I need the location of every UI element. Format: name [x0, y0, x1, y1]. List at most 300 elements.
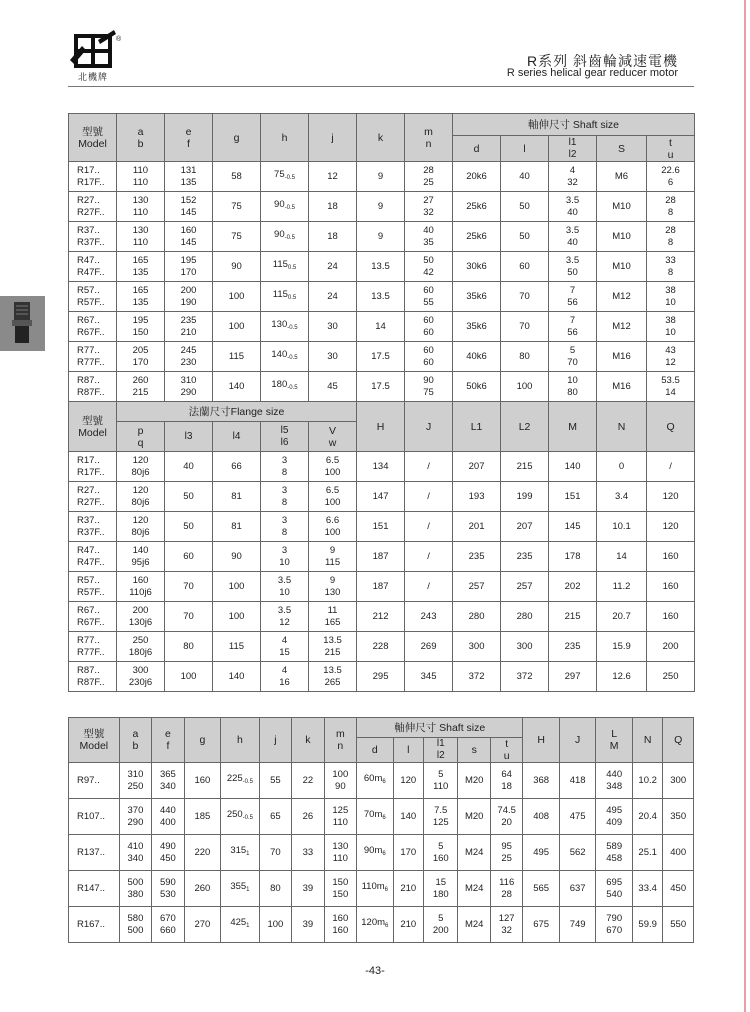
ab-cell-line-1: 410: [127, 840, 144, 852]
model-cell: [69, 572, 117, 602]
l12-cell-line-2: 110: [433, 780, 449, 792]
col-tu-line-2: u: [503, 750, 510, 762]
model-cell-line-2: R37F..: [77, 526, 105, 538]
model-cell-line-2: R17F..: [77, 176, 105, 188]
h-cell-line-1: 315: [230, 845, 247, 856]
l12-cell-line-2: 50: [567, 266, 578, 278]
col-model-line-1: 型號: [82, 414, 103, 427]
H-cell: 675: [523, 907, 560, 943]
ab-cell-line-2: 150: [132, 326, 149, 338]
col-Vw-line-1: V: [329, 424, 337, 437]
col-l56-line-1: l5: [280, 424, 289, 436]
col-l56: [261, 422, 309, 452]
d-cell-tolerance: 6: [382, 851, 386, 857]
l56-cell-line-1: 4: [281, 634, 288, 646]
table-row: [69, 542, 695, 572]
Q-cell: 120: [647, 512, 695, 542]
tu-cell-line-1: 95: [501, 840, 512, 852]
h-cell-tolerance: -0.5: [287, 325, 298, 331]
ab-cell-line-1: 500: [127, 876, 144, 888]
tu-cell-line-2: 25: [501, 852, 512, 864]
table-row: [69, 252, 695, 282]
vw-cell-line-2: 115: [324, 556, 341, 568]
l3-cell: 50: [165, 482, 213, 512]
l56-cell-line-2: 16: [279, 676, 290, 688]
l56-cell-line-2: 10: [279, 556, 290, 568]
ab-cell-line-1: 195: [132, 314, 149, 326]
mn-cell-line-2: 55: [423, 296, 434, 308]
ab-cell: [117, 372, 165, 402]
col-ab-line-1: a: [132, 728, 139, 740]
h-cell: [261, 282, 309, 312]
col-pq-line-1: p: [137, 424, 144, 437]
N-cell: 25.1: [632, 835, 662, 871]
tu-cell: [647, 222, 695, 252]
s-cell: M16: [597, 372, 647, 402]
J-cell: /: [405, 452, 453, 482]
ef-cell: [165, 342, 213, 372]
h-cell-tolerance: 0.5: [287, 265, 297, 271]
model-cell-line-2: R77F..: [77, 646, 105, 658]
col-ef-line-2: f: [187, 137, 190, 150]
N-cell: 15.9: [597, 632, 647, 662]
col-g: g: [184, 718, 221, 763]
J-cell: 269: [405, 632, 453, 662]
large-model-table: [68, 717, 694, 943]
H-cell: 295: [357, 662, 405, 692]
h-cell-tolerance: -0.5: [287, 385, 298, 391]
ab-cell-line-1: 260: [132, 374, 149, 386]
ab-cell: [119, 763, 151, 799]
vw-cell: [309, 662, 357, 692]
h-cell: [261, 342, 309, 372]
mn-cell-line-2: 150: [332, 888, 349, 900]
l4-cell: 90: [213, 542, 261, 572]
vw-cell-line-1: 6.5: [325, 484, 340, 496]
model-cell-line-1: R27..: [77, 484, 100, 496]
L1-cell: 193: [453, 482, 501, 512]
model-cell-line-1: R67..: [77, 314, 100, 326]
col-L2: L2: [501, 402, 549, 452]
model-cell-line-1: R77..: [77, 634, 100, 646]
mn-cell-line-2: 35: [423, 236, 434, 248]
h-cell: [221, 871, 260, 907]
d-cell: 25k6: [453, 222, 501, 252]
pq-cell-line-1: 120: [132, 514, 149, 526]
LM-cell-line-1: 589: [606, 840, 623, 852]
s-cell: M24: [458, 871, 490, 907]
ab-cell-line-1: 370: [127, 804, 144, 816]
model-cell-line-2: R77F..: [77, 356, 105, 368]
s-cell: M24: [458, 907, 490, 943]
col-j: j: [259, 718, 291, 763]
model-cell-line-1: R57..: [77, 574, 100, 586]
d-cell: 25k6: [453, 192, 501, 222]
registered-mark: ®: [116, 36, 123, 43]
l12-cell: [424, 835, 458, 871]
table-row: [69, 342, 695, 372]
ab-cell-line-2: 170: [132, 356, 149, 368]
LM-cell: [596, 907, 633, 943]
tu-cell: [490, 907, 522, 943]
N-cell: 59.9: [632, 907, 662, 943]
M-cell: 215: [549, 602, 597, 632]
l12-cell: [549, 342, 597, 372]
ab-cell-line-1: 165: [132, 254, 149, 266]
LM-cell-line-1: 440: [606, 768, 623, 780]
tu-cell: [647, 282, 695, 312]
Q-cell: 120: [647, 482, 695, 512]
col-M: M: [549, 402, 597, 452]
d-cell: [357, 871, 394, 907]
d-cell: 50k6: [453, 372, 501, 402]
model-cell-line-1: R47..: [77, 544, 100, 556]
tu-cell-line-1: 38: [665, 314, 676, 326]
pq-cell: [117, 632, 165, 662]
l56-cell-line-2: 15: [279, 646, 290, 658]
table-row: [69, 662, 695, 692]
ab-cell: [119, 871, 151, 907]
model-cell-line-1: R27..: [77, 194, 100, 206]
table-row: [69, 835, 694, 871]
Q-cell: 160: [647, 602, 695, 632]
col-l12-line-2: l2: [436, 750, 445, 761]
tu-cell-line-2: 6: [667, 176, 674, 188]
H-cell: 187: [357, 572, 405, 602]
vw-cell-line-1: 9: [329, 544, 336, 556]
d-cell-tolerance: 6: [382, 815, 386, 821]
pq-cell: [117, 602, 165, 632]
d-cell-line-1: 70m: [363, 809, 383, 820]
l12-cell-line-1: 15: [435, 876, 447, 888]
l12-cell-line-2: 56: [567, 326, 578, 338]
page-number: -43-: [365, 965, 385, 977]
col-model-line-1: 型號: [82, 125, 103, 138]
ef-cell: [152, 763, 184, 799]
N-cell: 33.4: [632, 871, 662, 907]
h-cell: [261, 372, 309, 402]
l56-cell-line-1: 3: [281, 484, 288, 496]
l12-cell-line-1: 7: [569, 284, 576, 296]
l-cell: 120: [393, 763, 423, 799]
d-cell: [357, 799, 394, 835]
l-cell: 140: [393, 799, 423, 835]
l3-cell: 40: [165, 452, 213, 482]
pq-cell-line-2: 95j6: [131, 556, 150, 568]
table-row: [69, 799, 694, 835]
mn-cell-line-1: 130: [332, 840, 349, 852]
ef-cell-line-2: 170: [180, 266, 197, 278]
l12-cell-line-1: 5: [438, 840, 444, 852]
col-l12: [549, 136, 597, 162]
flange-size-table: [68, 401, 695, 692]
model-cell: [69, 452, 117, 482]
l12-cell-line-2: 56: [567, 296, 578, 308]
h-cell-line-1: 355: [230, 881, 247, 892]
col-LM-line-2: M: [609, 740, 619, 752]
model-cell: R107..: [69, 799, 120, 835]
s-cell: M10: [597, 222, 647, 252]
col-tu: [490, 738, 522, 763]
l12-cell-line-2: 160: [432, 852, 449, 864]
pq-cell: [117, 542, 165, 572]
col-tu-line-2: u: [667, 148, 674, 161]
tu-cell-line-1: 74.5: [497, 804, 516, 816]
h-cell: [261, 192, 309, 222]
LM-cell: [596, 835, 633, 871]
tu-cell-line-2: 8: [667, 266, 674, 278]
j-cell: 65: [259, 799, 291, 835]
col-s: s: [458, 738, 490, 763]
model-cell: R167..: [69, 907, 120, 943]
s-cell: M16: [597, 342, 647, 372]
mn-cell: [405, 162, 453, 192]
col-ab: [119, 718, 151, 763]
ef-cell: [165, 252, 213, 282]
pq-cell-line-2: 130j6: [128, 616, 153, 628]
N-cell: 14: [597, 542, 647, 572]
d-cell: [357, 907, 394, 943]
L2-cell: 215: [501, 452, 549, 482]
tu-cell-line-2: 20: [501, 816, 512, 828]
j-cell: 100: [259, 907, 291, 943]
model-cell-line-1: R47..: [77, 254, 100, 266]
l12-cell-line-2: 70: [567, 356, 578, 368]
ef-cell: [165, 192, 213, 222]
model-cell-line-2: R47F..: [77, 556, 105, 568]
pq-cell-line-1: 300: [132, 664, 149, 676]
h-cell-line-1: 140: [271, 349, 288, 360]
LM-cell-line-1: 790: [606, 912, 623, 924]
l12-cell-line-1: 5: [438, 768, 444, 780]
tu-cell-line-1: 53.5: [661, 374, 680, 386]
M-cell: 145: [549, 512, 597, 542]
model-cell-line-1: R67..: [77, 604, 100, 616]
ef-cell: [165, 312, 213, 342]
col-ab: [117, 114, 165, 162]
h-cell-line-1: 180: [271, 379, 288, 390]
l4-cell: 100: [213, 572, 261, 602]
col-H: H: [357, 402, 405, 452]
d-cell: 40k6: [453, 342, 501, 372]
s-cell: M20: [458, 763, 490, 799]
l12-cell-line-1: 3.5: [565, 224, 580, 236]
col-ab-line-2: b: [137, 137, 144, 150]
mn-cell-line-1: 150: [332, 876, 349, 888]
ef-cell: [165, 372, 213, 402]
j-cell: 30: [309, 312, 357, 342]
h-cell-line-1: 115: [272, 289, 288, 300]
l-cell: 70: [501, 312, 549, 342]
k-cell: 17.5: [357, 372, 405, 402]
ef-cell-line-1: 490: [159, 840, 176, 852]
L1-cell: 235: [453, 542, 501, 572]
l12-cell: [424, 799, 458, 835]
h-cell: [261, 252, 309, 282]
l12-cell: [549, 282, 597, 312]
col-N: N: [597, 402, 647, 452]
mn-cell-line-1: 27: [423, 194, 434, 206]
g-cell: 220: [184, 835, 221, 871]
ab-cell-line-2: 215: [132, 386, 149, 398]
l-cell: 80: [501, 342, 549, 372]
ab-cell-line-2: 135: [132, 296, 149, 308]
l-cell: 70: [501, 282, 549, 312]
mn-cell-line-2: 42: [423, 266, 434, 278]
h-cell-tolerance: -0.5: [284, 235, 295, 241]
model-cell: [69, 482, 117, 512]
col-pq: [117, 422, 165, 452]
ab-cell: [117, 162, 165, 192]
h-cell-line-1: 225: [226, 773, 243, 784]
table-row: [69, 632, 695, 662]
mn-cell: [324, 763, 356, 799]
mn-cell: [405, 252, 453, 282]
col-model: [69, 402, 117, 452]
mn-cell: [405, 282, 453, 312]
l4-cell: 115: [213, 632, 261, 662]
g-cell: 75: [213, 192, 261, 222]
model-cell: [69, 222, 117, 252]
model-cell-line-2: R37F..: [77, 236, 105, 248]
tu-cell-line-2: 14: [665, 386, 676, 398]
pq-cell: [117, 482, 165, 512]
N-cell: 10.2: [632, 763, 662, 799]
l56-cell: [261, 632, 309, 662]
ab-cell-line-2: 110: [132, 176, 149, 188]
J-cell: 562: [559, 835, 596, 871]
l12-cell: [549, 222, 597, 252]
d-cell-line-1: 120m: [361, 917, 386, 928]
g-cell: 90: [213, 252, 261, 282]
motor-thumbnail-icon: [8, 300, 36, 345]
L2-cell: 235: [501, 542, 549, 572]
l12-cell-line-1: 5: [569, 344, 576, 356]
col-mn: [405, 114, 453, 162]
ef-cell-line-2: 145: [180, 206, 197, 218]
col-L1: L1: [453, 402, 501, 452]
vw-cell-line-1: 6.5: [325, 454, 340, 466]
tu-cell-line-1: 43: [665, 344, 676, 356]
ef-cell: [165, 282, 213, 312]
l12-cell-line-2: 200: [432, 924, 449, 936]
col-Q: Q: [647, 402, 695, 452]
col-mn-line-1: m: [424, 125, 433, 138]
g-cell: 100: [213, 282, 261, 312]
col-LM-line-1: L: [611, 728, 618, 740]
vw-cell-line-1: 13.5: [323, 634, 342, 646]
ab-cell: [117, 312, 165, 342]
ab-cell-line-1: 165: [132, 284, 149, 296]
mn-cell: [324, 835, 356, 871]
model-cell: [69, 632, 117, 662]
col-model: [69, 114, 117, 162]
col-l56-line-2: l6: [280, 436, 289, 448]
d-cell-tolerance: 6: [384, 887, 388, 893]
table-row: [69, 222, 695, 252]
l-cell: 210: [393, 907, 423, 943]
J-cell: 475: [559, 799, 596, 835]
table-row: [69, 512, 695, 542]
ef-cell-line-1: 200: [180, 284, 197, 296]
col-j: j: [309, 114, 357, 162]
model-cell: [69, 252, 117, 282]
l12-cell-line-1: 4: [569, 164, 576, 176]
ef-cell-line-1: 365: [159, 768, 176, 780]
model-cell-line-1: R37..: [77, 224, 100, 236]
g-cell: 185: [184, 799, 221, 835]
col-model-line-2: Model: [78, 426, 107, 439]
col-mn-line-2: n: [337, 740, 344, 752]
l12-cell: [549, 162, 597, 192]
l-cell: 50: [501, 192, 549, 222]
vw-cell-line-2: 165: [324, 616, 341, 628]
l4-cell: 81: [213, 512, 261, 542]
vw-cell-line-2: 100: [324, 496, 341, 508]
N-cell: 12.6: [597, 662, 647, 692]
k-cell: 13.5: [357, 282, 405, 312]
J-cell: 749: [559, 907, 596, 943]
tu-cell: [647, 162, 695, 192]
l-cell: 100: [501, 372, 549, 402]
g-cell: 140: [213, 372, 261, 402]
col-N: N: [632, 718, 662, 763]
model-cell-line-1: R87..: [77, 664, 100, 676]
LM-cell-line-1: 695: [606, 876, 623, 888]
ab-cell-line-2: 250: [127, 780, 144, 792]
mn-cell: [405, 222, 453, 252]
tu-cell-line-2: 10: [665, 296, 676, 308]
ab-cell-line-1: 110: [132, 164, 149, 176]
N-cell: 11.2: [597, 572, 647, 602]
mn-cell: [405, 192, 453, 222]
tu-cell: [490, 871, 522, 907]
model-cell: [69, 282, 117, 312]
k-cell: 33: [292, 835, 324, 871]
col-h: h: [261, 114, 309, 162]
ef-cell-line-2: 190: [180, 296, 197, 308]
s-cell: M12: [597, 282, 647, 312]
vw-cell-line-1: 9: [329, 574, 336, 586]
l12-cell-line-2: 32: [567, 176, 578, 188]
ef-cell-line-2: 450: [159, 852, 176, 864]
ab-cell-line-1: 580: [127, 912, 144, 924]
J-cell: 637: [559, 871, 596, 907]
tu-cell: [490, 799, 522, 835]
Q-cell: 450: [663, 871, 694, 907]
ef-cell-line-1: 590: [159, 876, 176, 888]
mn-cell: [324, 871, 356, 907]
ab-cell: [117, 252, 165, 282]
col-J: J: [559, 718, 596, 763]
Q-cell: 200: [647, 632, 695, 662]
k-cell: 39: [292, 871, 324, 907]
g-cell: 270: [184, 907, 221, 943]
h-cell-tolerance: 1: [246, 851, 250, 857]
mn-cell-line-2: 60: [423, 356, 434, 368]
col-l4: l4: [213, 422, 261, 452]
col-l12-line-1: l1: [568, 136, 577, 148]
j-cell: 55: [259, 763, 291, 799]
M-cell: 202: [549, 572, 597, 602]
mn-cell-line-2: 90: [335, 780, 346, 792]
s-cell: M10: [597, 192, 647, 222]
l56-cell-line-1: 3.5: [277, 604, 292, 616]
model-cell-line-2: R57F..: [77, 296, 105, 308]
j-cell: 18: [309, 222, 357, 252]
col-h: h: [221, 718, 260, 763]
mn-cell-line-2: 60: [423, 326, 434, 338]
